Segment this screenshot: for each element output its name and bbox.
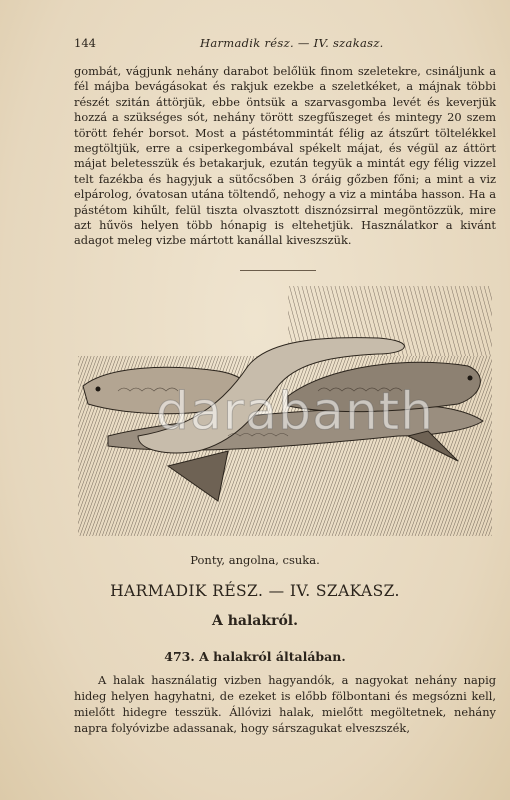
body-text bbox=[74, 64, 496, 249]
running-title: Harmadik rész. — IV. szakasz. bbox=[200, 36, 384, 50]
body-paragraph: gombát, vágjunk nehány darabot belőlük finom szeletekre, csináljunk a fél májba bevágásokat és rakjuk ezekbe a szeletkéket, a májnak többi részét szitán áttörjük, ebbe öntsük a szarvasgomba levét és keverjük hozzá a szükséges sót, nehány törött szegfűszeget és mintegy 20 szem törött fehér borsot. Most a pástétommintát félig az átszűrt töltelékkel megtöltjük, erre a csiperkegombával spékelt májat, és végül az áttört májat beletesszük és betakarjuk, ezután tegyük a mintát egy félig vizzel telt fazékba és hagyjuk a sütőcsőben 3 óráig gőzben főni; a mint a viz elpárolog, óvatosan utána töltendő, nehogy a viz a mintába hasson. Ha a pástétom kihűlt, felül tiszta olvasztott disznózsirral megöntözzük, mire azt hűvös helyen több hónapig is eltehetjük. Használatkor a kivánt adagot meleg vizbe mártott kanállal kiveszszük. bbox=[74, 64, 496, 248]
second-text-block bbox=[74, 672, 496, 736]
subsection-title: 473. A halakról általában. bbox=[164, 649, 346, 664]
page-number: 144 bbox=[74, 36, 96, 50]
watermark-text: darabanth bbox=[155, 382, 435, 442]
separator-rule bbox=[240, 270, 316, 271]
fish-eye-right bbox=[468, 376, 473, 381]
figure-caption: Ponty, angolna, csuka. bbox=[190, 553, 320, 567]
page-header bbox=[74, 36, 470, 52]
section-title: HARMADIK RÉSZ. — IV. SZAKASZ. bbox=[110, 582, 400, 600]
second-paragraph: A halak használatig vizben hagyandók, a nagyokat nehány napig hideg helyen hagyhatni, de ezeket is előbb fölbontani és megsózni kell, mielőtt hidegre tesszük. Állóvizi halak, mielőtt megöltetnek, nehány napra folyóvizbe adassanak, hogy sárszagukat elveszszék, bbox=[74, 673, 496, 735]
chapter-title: A halakról. bbox=[212, 613, 298, 629]
